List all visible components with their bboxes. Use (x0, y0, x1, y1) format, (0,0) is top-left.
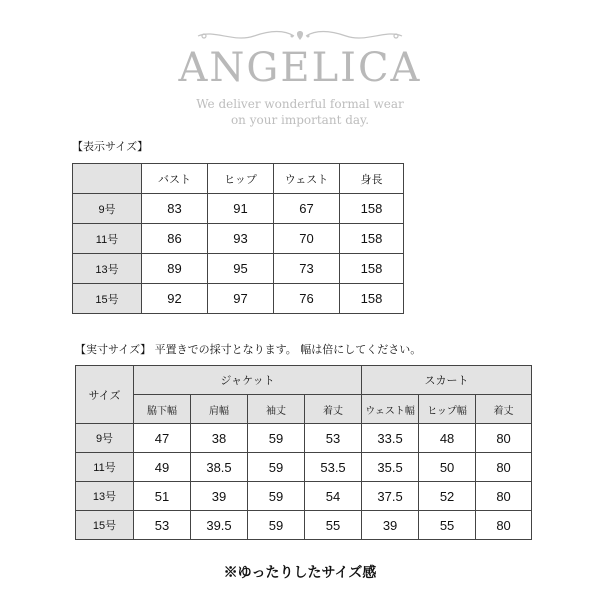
table-cell: 67 (274, 194, 340, 224)
group-header-skirt: スカート (362, 366, 532, 395)
group-header-row (76, 366, 532, 395)
column-header-bust: バスト (142, 164, 208, 194)
table-cell: 48 (419, 424, 476, 453)
column-header-height: 身長 (340, 164, 404, 194)
table-cell: 95 (208, 254, 274, 284)
table-cell: 53.5 (305, 453, 362, 482)
table-cell: 53 (134, 511, 191, 540)
table-row (73, 194, 404, 224)
table-header-row (73, 164, 404, 194)
column-header-waist: ウェスト (274, 164, 340, 194)
row-label: 15号 (76, 511, 134, 540)
sub-header-row (76, 395, 532, 424)
table-cell: 89 (142, 254, 208, 284)
actual-size-title: 【実寸サイズ】 平置きでの採寸となります。 幅は倍にしてください。 (75, 343, 422, 356)
table-cell: 92 (142, 284, 208, 314)
table-cell: 80 (476, 482, 532, 511)
table-cell: 55 (419, 511, 476, 540)
table-cell: 97 (208, 284, 274, 314)
row-label: 9号 (73, 194, 142, 224)
brand-logo: ANGELICA (178, 45, 422, 91)
row-label: 15号 (73, 284, 142, 314)
table-cell: 70 (274, 224, 340, 254)
table-row (76, 453, 532, 482)
column-header-skirt-length: 着丈 (476, 395, 532, 424)
table-row (76, 482, 532, 511)
table-cell: 59 (248, 424, 305, 453)
table-cell: 39.5 (191, 511, 248, 540)
table-cell: 59 (248, 453, 305, 482)
table-cell: 59 (248, 511, 305, 540)
table-cell: 80 (476, 511, 532, 540)
actual-size-table (75, 365, 532, 540)
corner-cell (73, 164, 142, 194)
table-cell: 38 (191, 424, 248, 453)
table-row (73, 224, 404, 254)
row-label: 13号 (76, 482, 134, 511)
fit-note: ※ゆったりしたサイズ感 (223, 565, 377, 581)
table-cell: 91 (208, 194, 274, 224)
table-cell: 33.5 (362, 424, 419, 453)
display-size-title: 【表示サイズ】 (72, 140, 149, 153)
row-label: 11号 (73, 224, 142, 254)
table-cell: 39 (362, 511, 419, 540)
table-cell: 59 (248, 482, 305, 511)
group-header-jacket: ジャケット (134, 366, 362, 395)
column-header-shoulder-width: 肩幅 (191, 395, 248, 424)
table-cell: 80 (476, 453, 532, 482)
table-cell: 54 (305, 482, 362, 511)
table-cell: 158 (340, 284, 404, 314)
table-cell: 80 (476, 424, 532, 453)
table-cell: 51 (134, 482, 191, 511)
row-label: 9号 (76, 424, 134, 453)
column-header-hip: ヒップ (208, 164, 274, 194)
flourish-ornament-icon (194, 28, 406, 44)
table-cell: 86 (142, 224, 208, 254)
table-cell: 83 (142, 194, 208, 224)
table-cell: 73 (274, 254, 340, 284)
table-cell: 37.5 (362, 482, 419, 511)
table-cell: 49 (134, 453, 191, 482)
table-cell: 35.5 (362, 453, 419, 482)
table-cell: 52 (419, 482, 476, 511)
table-row (73, 284, 404, 314)
column-header-underarm-width: 脇下幅 (134, 395, 191, 424)
row-label: 13号 (73, 254, 142, 284)
column-header-hip-width: ヒップ幅 (419, 395, 476, 424)
table-row (76, 511, 532, 540)
table-row (76, 424, 532, 453)
table-cell: 158 (340, 224, 404, 254)
table-cell: 47 (134, 424, 191, 453)
table-cell: 53 (305, 424, 362, 453)
column-header-sleeve-length: 袖丈 (248, 395, 305, 424)
table-cell: 93 (208, 224, 274, 254)
table-cell: 55 (305, 511, 362, 540)
table-cell: 39 (191, 482, 248, 511)
table-cell: 50 (419, 453, 476, 482)
table-cell: 76 (274, 284, 340, 314)
table-cell: 158 (340, 194, 404, 224)
table-cell: 158 (340, 254, 404, 284)
column-header-waist-width: ウェスト幅 (362, 395, 419, 424)
column-header-jacket-length: 着丈 (305, 395, 362, 424)
table-cell: 38.5 (191, 453, 248, 482)
table-row (73, 254, 404, 284)
size-column-header: サイズ (76, 366, 134, 424)
brand-tagline-line2: on your important day. (230, 113, 370, 127)
row-label: 11号 (76, 453, 134, 482)
brand-tagline-line1: We deliver wonderful formal wear (196, 97, 404, 111)
display-size-table (72, 163, 404, 314)
